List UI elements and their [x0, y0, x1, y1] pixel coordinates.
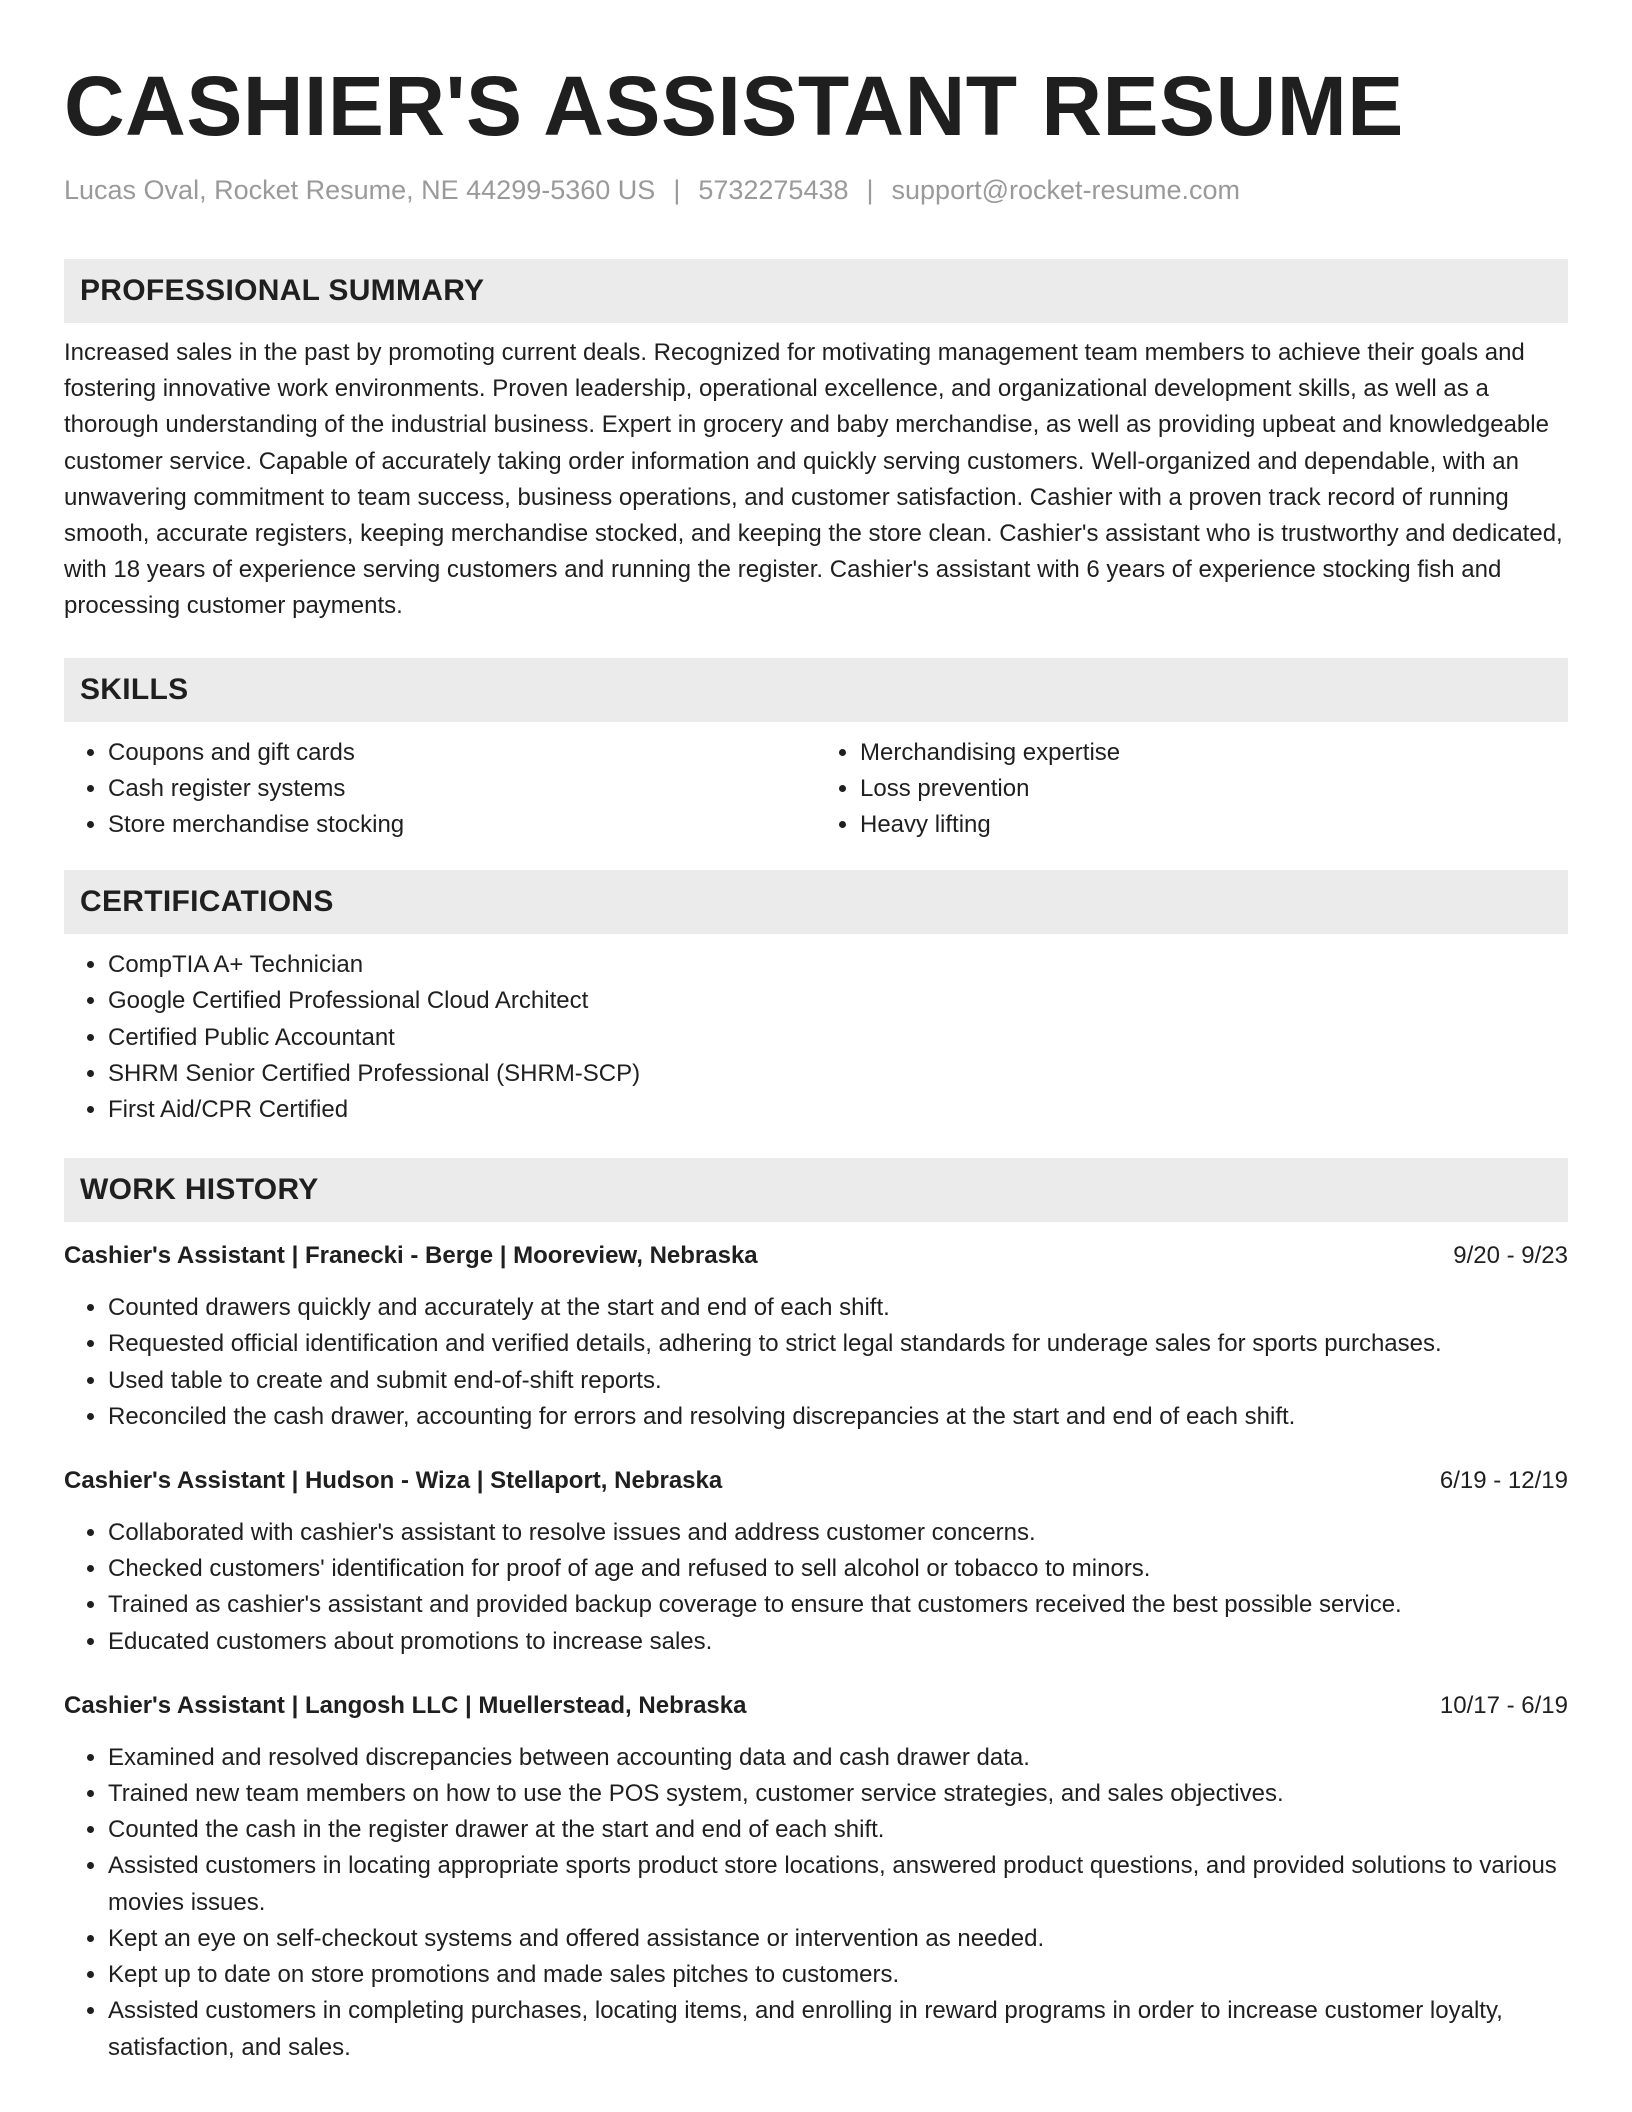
skills-list-left [64, 735, 816, 844]
skill-item: • Heavy lifting [860, 807, 1568, 843]
job-duty: • Requested official identification and verified details, adhering to strict legal standards for underage sales for sports purchases. [108, 1326, 1568, 1362]
job-header [64, 1688, 1568, 1724]
section-heading-skills: SKILLS [64, 658, 1568, 722]
job-dates: 6/19 - 12/19 [1439, 1467, 1568, 1495]
skill-item: • Coupons and gift cards [108, 735, 816, 771]
job-header [64, 1463, 1568, 1499]
skills-grid [64, 735, 1568, 844]
job-entry [64, 1463, 1568, 1660]
contact-email: support@rocket-resume.com [891, 175, 1241, 205]
job-duty: • Used table to create and submit end-of-shift reports. [108, 1363, 1568, 1399]
contact-phone: 5732275438 [698, 175, 849, 205]
job-title: Cashier's Assistant | Hudson - Wiza | Stellaport, Nebraska [64, 1467, 723, 1495]
section-heading-work-history: WORK HISTORY [64, 1158, 1568, 1222]
job-duty: • Assisted customers in locating appropriate sports product store locations, answered product questions, and provided solutions to various movies issues. [108, 1848, 1568, 1920]
job-header [64, 1238, 1568, 1274]
contact-address: Lucas Oval, Rocket Resume, NE 44299-5360 US [64, 175, 656, 205]
contact-separator: | [673, 175, 681, 205]
job-duty: • Educated customers about promotions to increase sales. [108, 1624, 1568, 1660]
job-duty: • Assisted customers in completing purchases, locating items, and enrolling in reward programs in order to increase customer loyalty, satisfaction, and sales. [108, 1993, 1568, 2065]
job-duty: • Kept up to date on store promotions and made sales pitches to customers. [108, 1957, 1568, 1993]
job-dates: 10/17 - 6/19 [1439, 1691, 1568, 1719]
job-duty: • Checked customers' identification for proof of age and refused to sell alcohol or tobacco to minors. [108, 1551, 1568, 1587]
summary-text: Increased sales in the past by promoting current deals. Recognized for motivating management team members to achieve their goals and fostering innovative work environments. Proven leadership, operational excellence, and organizational development skills, as well as a thorough understanding of the industrial business. Expert in grocery and baby merchandise, as well as providing upbeat and knowledgeable customer service. Capable of accurately taking order information and quickly serving customers. Well-organized and dependable, with an unwavering commitment to team success, business operations, and customer satisfaction. Cashier with a proven track record of running smooth, accurate registers, keeping merchandise stocked, and keeping the store clean. Cashier's assistant who is trustworthy and dedicated, with 18 years of experience serving customers and running the register. Cashier's assistant with 6 years of experience stocking fish and processing customer payments. [64, 339, 1563, 620]
certification-item: • SHRM Senior Certified Professional (SHRM-SCP) [108, 1056, 1568, 1092]
skill-item: • Cash register systems [108, 771, 816, 807]
certification-item: • CompTIA A+ Technician [108, 947, 1568, 983]
skill-item: • Loss prevention [860, 771, 1568, 807]
job-duty: • Collaborated with cashier's assistant to resolve issues and address customer concerns. [108, 1515, 1568, 1551]
certification-item: • First Aid/CPR Certified [108, 1092, 1568, 1128]
certification-item: • Google Certified Professional Cloud Architect [108, 983, 1568, 1019]
job-duty: • Counted the cash in the register drawer at the start and end of each shift. [108, 1812, 1568, 1848]
job-duties-list [64, 1740, 1568, 2066]
contact-line [64, 172, 1568, 208]
job-duty: • Trained new team members on how to use the POS system, customer service strategies, and sales objectives. [108, 1776, 1568, 1812]
job-duties-list [64, 1515, 1568, 1660]
certifications-list [64, 947, 1568, 1128]
skill-item: • Store merchandise stocking [108, 807, 816, 843]
job-dates: 9/20 - 9/23 [1453, 1242, 1568, 1270]
job-duty: • Kept an eye on self-checkout systems and offered assistance or intervention as needed. [108, 1921, 1568, 1957]
job-duties-list [64, 1290, 1568, 1435]
job-duty: • Counted drawers quickly and accurately at the start and end of each shift. [108, 1290, 1568, 1326]
resume-title: CASHIER'S ASSISTANT RESUME [64, 59, 1404, 153]
job-duty: • Trained as cashier's assistant and provided backup coverage to ensure that customers received the best possible service. [108, 1587, 1568, 1623]
job-duty: • Examined and resolved discrepancies between accounting data and cash drawer data. [108, 1740, 1568, 1776]
contact-separator: | [866, 175, 874, 205]
skill-item: • Merchandising expertise [860, 735, 1568, 771]
section-heading-summary: PROFESSIONAL SUMMARY [64, 259, 1568, 323]
job-entry [64, 1238, 1568, 1435]
skills-list-right [816, 735, 1568, 844]
job-duty: • Reconciled the cash drawer, accounting for errors and resolving discrepancies at the start and end of each shift. [108, 1399, 1568, 1435]
certification-item: • Certified Public Accountant [108, 1020, 1568, 1056]
job-title: Cashier's Assistant | Langosh LLC | Muellerstead, Nebraska [64, 1691, 747, 1719]
job-title: Cashier's Assistant | Franecki - Berge | Mooreview, Nebraska [64, 1242, 758, 1270]
section-heading-certifications: CERTIFICATIONS [64, 870, 1568, 934]
job-entry [64, 1688, 1568, 2066]
